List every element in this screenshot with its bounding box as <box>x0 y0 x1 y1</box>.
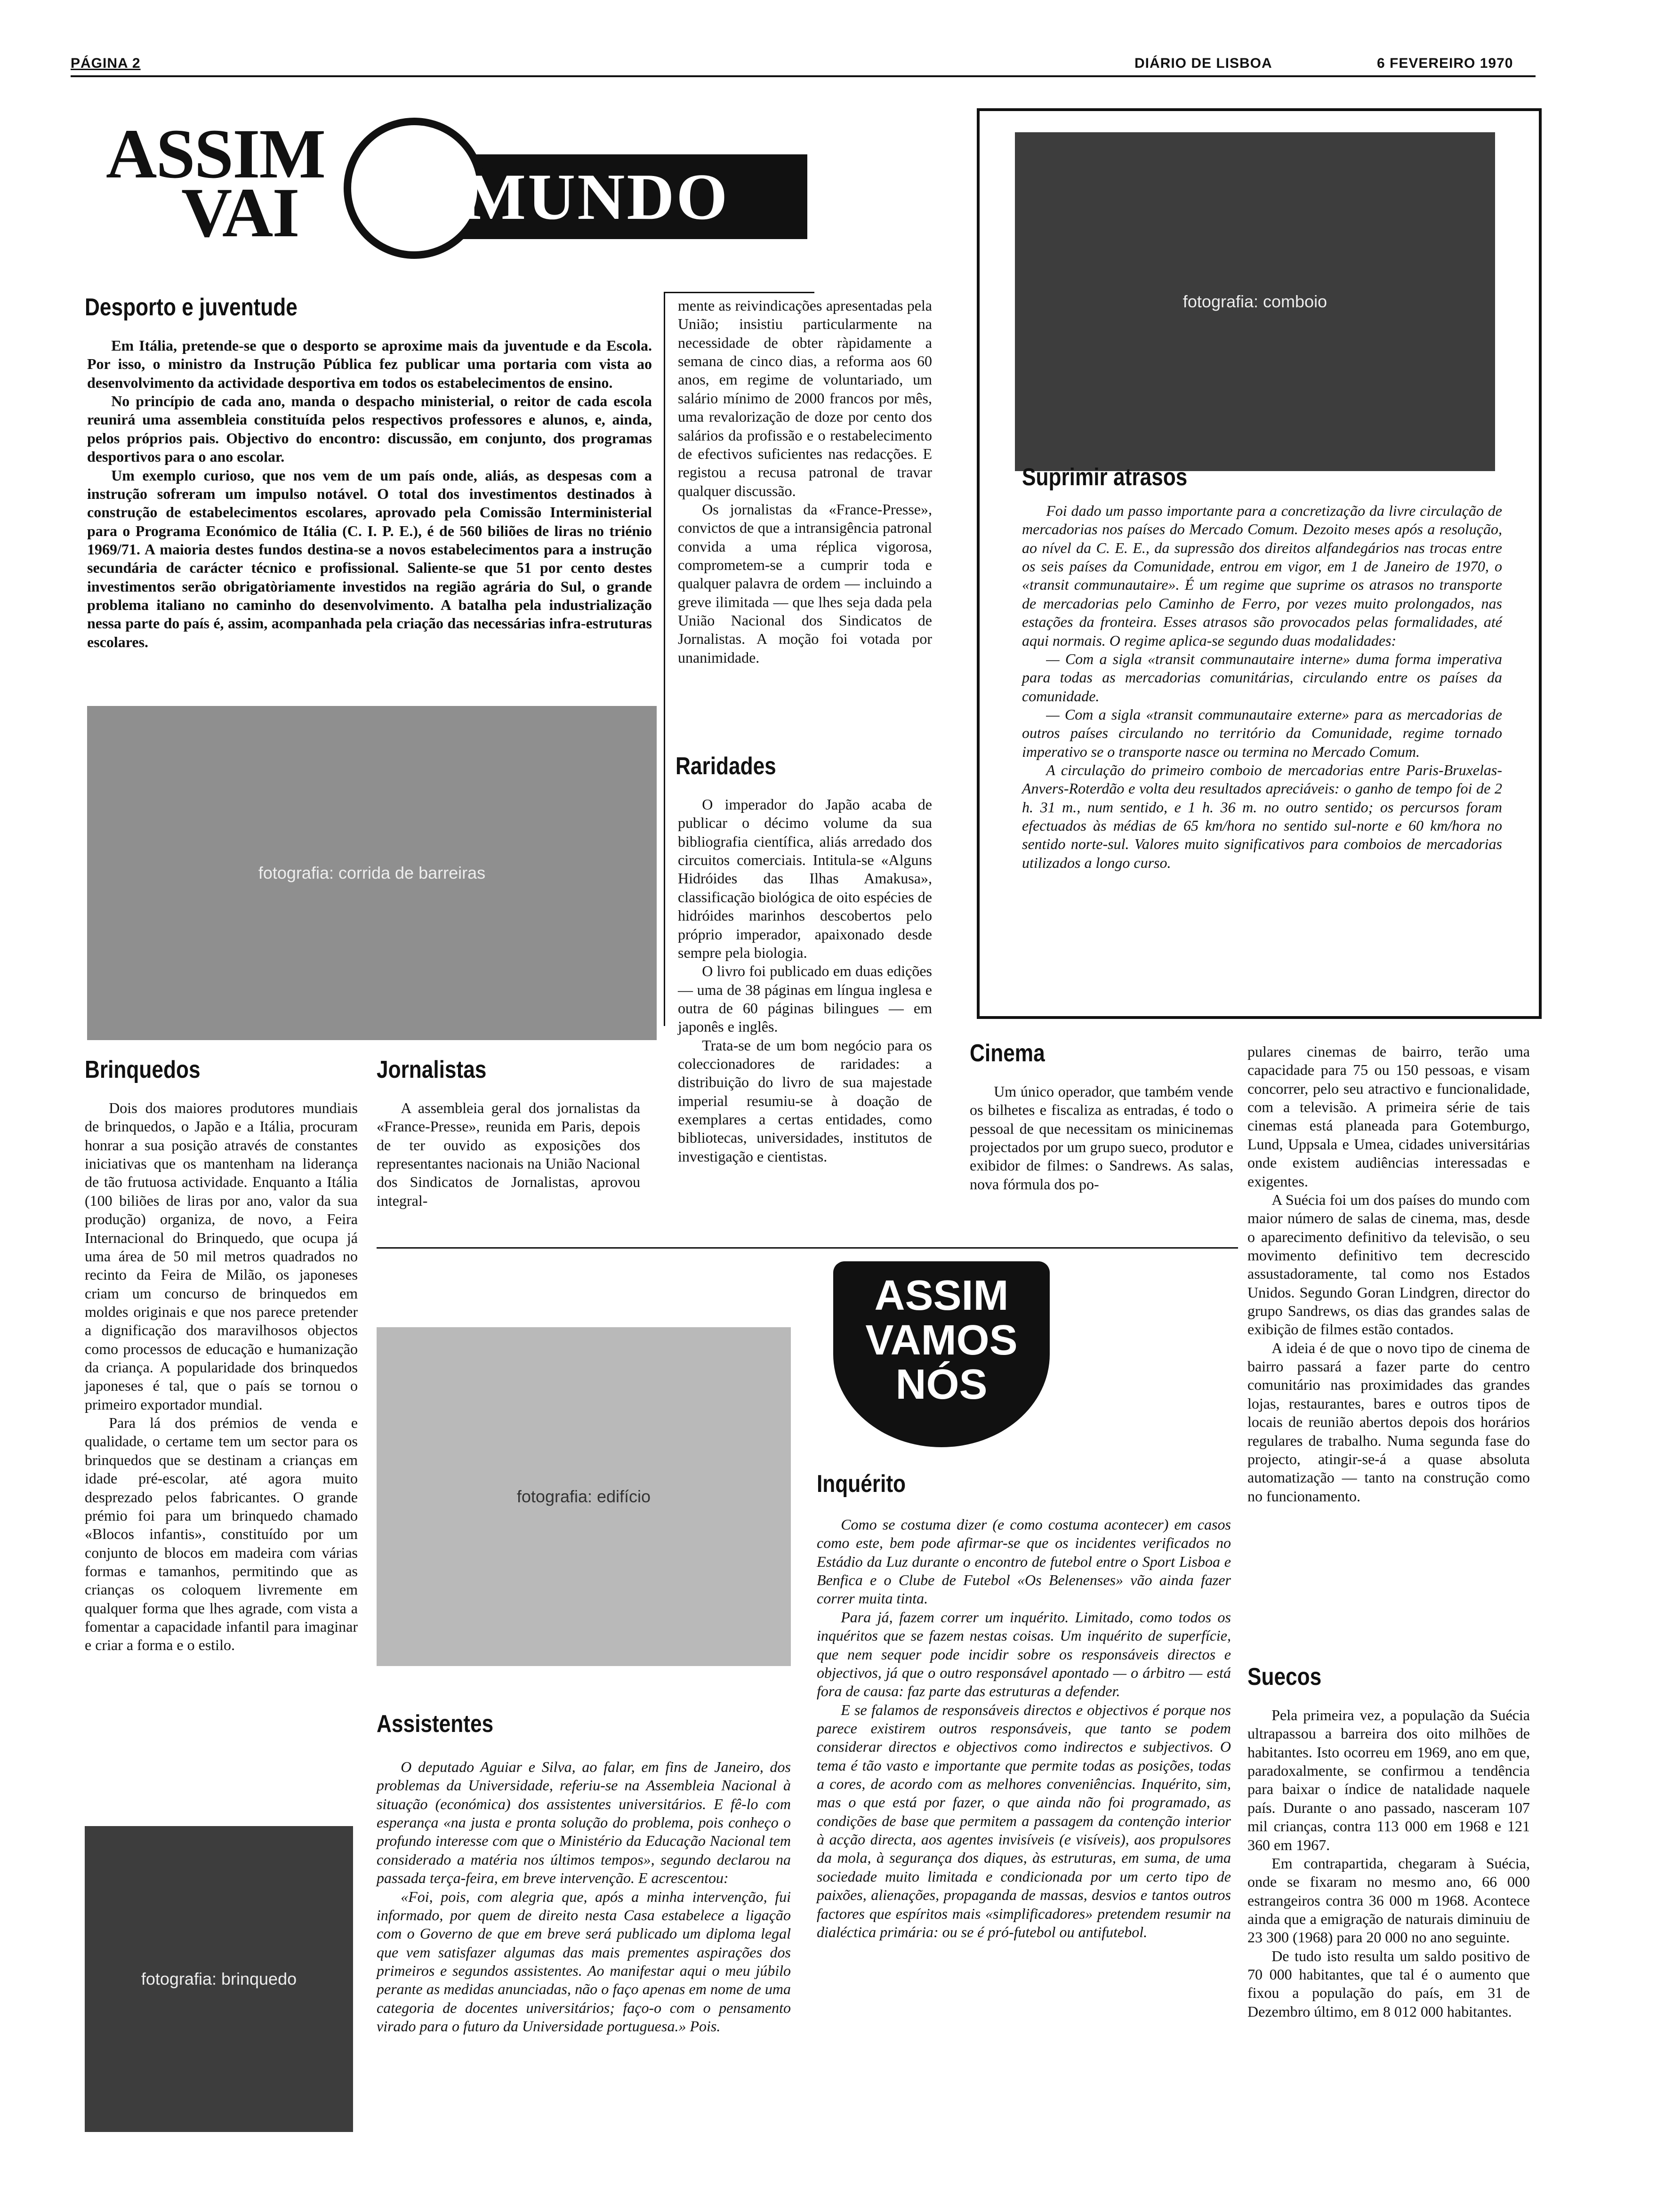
paragraph: «Foi, pois, com alegria que, após a minha intervenção, fui informado, por quem de direito nesta Casa estabelece a ligação com o Governo de que em breve será publicado um diploma legal que vem satisfazer algumas das mais prementes aspirações dos primeiros e segundos assistentes. Ao manifestar aqui o meu júbilo perante as medidas anunciadas, não o faço apenas em nome de uma categoria de docentes universitários; faço-o com o pensamento virado para o futuro da Universidade portuguesa.» Pois. <box>377 1888 791 2035</box>
article-suecos <box>1247 1706 1530 2021</box>
headline-raridades: Raridades <box>676 753 776 780</box>
paragraph: Um único operador, que também vende os bilhetes e fiscaliza as entradas, é todo o pessoal de que necessitam os minicinemas projectados por um grupo sueco, produtor e exibidor de filmes: o Sandrews. As salas, nova fórmula dos po- <box>970 1083 1233 1193</box>
paragraph: O imperador do Japão acaba de publicar o décimo volume da sua bibliografia científica, aliás arredado dos circuitos comerciais. Intitula-se «Alguns Hidróides das Ilhas Amakusa», classificação biológica de oito espécies de hidróides marinhos descobertos pelo próprio imperador, apaixonado desde sempre pela biologia. <box>678 796 932 961</box>
paragraph: A Suécia foi um dos países do mundo com maior número de salas de cinema, mas, desde o aparecimento definitivo da televisão, o seu movimento definitivo tem decrescido assustadoramente, tal como nos Estados Unidos. Segundo Goran Lindgren, director do grupo Sandrews, os dias das grandes salas de exibição de filmes estão contados. <box>1247 1191 1530 1338</box>
header-rule <box>71 75 1536 77</box>
paragraph: De tudo isto resulta um saldo positivo de 70 000 habitantes, que tal é o aumento que fixou a população do país, em 31 de Dezembro último, em 8 012 000 habitantes. <box>1247 1947 1530 2020</box>
badge-line: ASSIM <box>874 1272 1009 1319</box>
article-cinema-continued <box>1247 1042 1530 1506</box>
badge-line: VAMOS <box>865 1316 1018 1364</box>
article-cinema <box>970 1082 1233 1194</box>
article-raridades <box>678 795 932 1166</box>
headline-brinquedos: Brinquedos <box>85 1056 201 1083</box>
photo-hurdles-race: fotografia: corrida de barreiras <box>87 706 657 1040</box>
paragraph: E se falamos de responsáveis directos e objectivos é porque nos parece existirem outros responsáveis, que tanto se podem considerar directos e objectivos como indirectos e subjectivos. O tema é tão vasto e importante que permite todas as posições, todas a cores, de acordo com as melhores conveniências. Inquérito, sim, mas o que está por fazer, o que ainda não foi programado, as condições de base que permitem a passagem da contenção interior à acção directa, aos agentes invisíveis (e visíveis), aos propulsores da mola, à segurança dos diques, às estruturas, em suma, de uma sociedade muito limitada e condicionada por um certo tipo de paixões, alienações, propaganda de massas, desvios e tantos outros factores que espíritos mais «simplificadores» pretendem resumir na dialéctica primária: ou se é pró-futebol ou antifutebol. <box>817 1701 1231 1940</box>
section-rule <box>377 1247 1238 1249</box>
masthead <box>106 115 812 259</box>
headline-inquerito: Inquérito <box>817 1470 906 1498</box>
article-desporto <box>87 337 652 651</box>
paragraph: O livro foi publicado em duas edições — uma de 38 páginas em língua inglesa e outra de 60 páginas bilingues — em japonês e inglês. <box>678 962 932 1035</box>
article-inquerito <box>817 1515 1231 1941</box>
paragraph: Pela primeira vez, a população da Suécia ultrapassou a barreira dos oito milhões de habitantes. Isto ocorreu em 1969, ano em que, paradoxalmente, se confirmou a tendência para baixar o índice de natalidade naquele país. Durante o ano passado, nasceram 107 mil crianças, contra 113 000 em 1968 e 121 360 em 1967. <box>1247 1707 1530 1853</box>
column-rule <box>664 292 665 1026</box>
headline-desporto: Desporto e juventude <box>85 294 298 321</box>
article-jornalistas <box>377 1099 640 1210</box>
headline-suecos: Suecos <box>1247 1663 1322 1691</box>
paragraph: Foi dado um passo importante para a concretização da livre circulação de mercadorias nos países do Mercado Comum. Dezoito meses após a resolução, ao nível da C. E. E., da supressão dos direitos alfandegários nas trocas entre os seis países da Comunidade, entrou em vigor, em 1 de Janeiro de 1970, o «transit communautaire». É um regime que suprime os atrasos no transporte de mercadorias pelo Caminho de Ferro, por vezes muito prolongados, nas estações da fronteira. Esses atrasos são provocados pelas formalidades, até aqui normais. O regime aplica-se segundo duas modalidades: <box>1022 502 1502 649</box>
badge-line: NÓS <box>895 1361 988 1408</box>
paragraph: Um exemplo curioso, que nos vem de um país onde, aliás, as despesas com a instrução sofreram um impulso notável. O total dos investimentos destinados à construção de estabelecimentos escolares, aprovado pela Comissão Interministerial para o Programa Económico de Itália (C. I. P. E.), é de 560 biliões de liras no triénio 1969/71. A maioria destes fundos destina-se a novos estabelecimentos para a instrução secundária de carácter técnico e profissional. Saliente-se que 51 por cento destes investimentos serão obrigatòriamente investidos na região agrária do Sul, o grande problema italiano no caminho do desenvolvimento. A batalha pela industrialização nessa parte do país é, assim, acompanhada pela criação das necessárias infra-estruturas escolares. <box>87 466 652 650</box>
paragraph: — Com a sigla «transit communautaire externe» para as mercadorias de outros países circulando no território da Comunidade, regime tornado imperativo se o transporte nasce ou termina no Mercado Comum. <box>1022 705 1502 760</box>
paragraph: Para já, fazem correr um inquérito. Limitado, como todos os inquéritos que se fazem nestas coisas. Um inquérito de superfície, que nem sequer pode incidir sobre os responsáveis directos e objectivos, já que o outro responsável apontado — o árbitro — está fora de causa: faz parte das estruturas a defender. <box>817 1608 1231 1700</box>
paragraph: A assembleia geral dos jornalistas da «France-Presse», reunida em Paris, depois de ter ouvido as exposições dos representantes nacionais na União Nacional dos Sindicatos de Jornalistas, aprovou integral- <box>377 1099 640 1209</box>
masthead-word-mundo: MUNDO <box>464 160 730 233</box>
article-suprimir <box>1022 502 1502 872</box>
headline-suprimir: Suprimir atrasos <box>1022 464 1188 491</box>
paragraph: Trata-se de um bom negócio para os coleccionadores de raridades: a distribuição do livro de sua majestade imperial resumiu-se à doação de exemplares a certas entidades, como bibliotecas, universidades, institutos de investigação e cientistas. <box>678 1036 932 1165</box>
paragraph: A ideia é de que o novo tipo de cinema de bairro passará a fazer parte do centro comunitário nas proximidades das grandes lojas, restaurantes, bares e outros tipos de locais de reunião abertos depois dos horários regulares de trabalho. Numa segunda fase do projecto, atingir-se-á a quase absoluta automatização — tanto na construção como no funcionamento. <box>1247 1339 1530 1505</box>
paragraph: O deputado Aguiar e Silva, ao falar, em fins de Janeiro, dos problemas da Universidade, referiu-se na Assembleia Nacional à situação (económica) dos assistentes universitários. E fê-lo com esperança «na justa e pronta solução do problema, pois conheço o profundo interesse com que o Ministério da Educação Nacional tem considerado a matéria nos últimos tempos», segundo declarou na passada terça-feira, em breve intervenção. E acrescentou: <box>377 1758 791 1887</box>
paragraph: Os jornalistas da «France-Presse», convictos de que a intransigência patronal convida a uma réplica vigorosa, comprometem-se a cumprir toda e qualquer palavra de ordem — incluindo a greve ilimitada — que lhes seja dada pela União Nacional dos Sindicatos de Jornalistas. A moção foi votada por unanimidade. <box>678 500 932 666</box>
masthead-word-assim: ASSIM <box>106 115 325 193</box>
column-rule-top <box>664 292 814 293</box>
headline-jornalistas: Jornalistas <box>377 1056 487 1083</box>
issue-date: 6 FEVEREIRO 1970 <box>1377 56 1513 71</box>
paragraph: Como se costuma dizer (e como costuma acontecer) em casos como este, bem pode afirmar-se que os incidentes verificados no Estádio da Luz durante o encontro de futebol entre o Sport Lisboa e Benfica e o Clube de Futebol «Os Belenenses» vão ainda fazer correr muita tinta. <box>817 1516 1231 1607</box>
paragraph: Dois dos maiores produtores mundiais de brinquedos, o Japão e a Itália, procuram honrar a sua posição através de constantes iniciativas que os mantenham na liderança de tão frutuosa actividade. Enquanto a Itália (100 biliões de liras por ano, valor da sua produção) organiza, de novo, a Feira Internacional do Brinquedo, que ocupa já uma área de 50 mil metros quadrados no recinto da Feira de Milão, os japoneses criam um concurso de brinquedos em moldes originais e que nos parece pretender a dignificação dos maravilhosos objectos como processos de educação e humanização da criança. A popularidade dos brinquedos japoneses é tal, que o país se tornou o primeiro exportador mundial. <box>85 1099 358 1413</box>
paragraph: pulares cinemas de bairro, terão uma capacidade para 75 ou 150 pessoas, e visam concorrer, pelo seu atractivo e funcionalidade, com a televisão. A primeira série de tais cinemas está planeada para Gotemburgo, Lund, Uppsala e Umea, cidades universitárias onde existem audiências interessadas e exigentes. <box>1247 1043 1530 1190</box>
photo-train: fotografia: comboio <box>1015 132 1495 471</box>
headline-assistentes: Assistentes <box>377 1710 494 1738</box>
masthead-word-vai: VAI <box>181 174 299 252</box>
photo-toy: fotografia: brinquedo <box>85 1826 353 2132</box>
paragraph: — Com a sigla «transit communautaire interne» duma forma imperativa para todas as mercadorias comunitárias, circulando entre os países da comunidade. <box>1022 650 1502 705</box>
article-assistentes <box>377 1758 791 2036</box>
article-jornalistas-continued <box>678 297 932 667</box>
paragraph: No princípio de cada ano, manda o despacho ministerial, o reitor de cada escola reunirá uma assembleia constituída pelos respectivos professores e alunos, e, ainda, pelos próprios pais. Objectivo do encontro: discussão, em conjunto, dos programas desportivos para o ano escolar. <box>87 393 652 465</box>
headline-cinema: Cinema <box>970 1040 1045 1067</box>
badge-assim-vamos-nos <box>833 1261 1050 1447</box>
paragraph: mente as reivindicações apresentadas pela União; insistiu particularmente na necessidade de obter ràpidamente a semana de cinco dias, a reforma aos 60 anos, em regime de voluntariado, um salário mínimo de 2000 francos por mês, uma revalorização de doze por cento dos salários da profissão e o restabelecimento de efectivos suficientes nas redacções. E registou a recusa patronal de travar qualquer discussão. <box>678 297 932 499</box>
article-brinquedos <box>85 1099 358 1655</box>
paragraph: Para lá dos prémios de venda e qualidade, o certame tem um sector para os brinquedos que se destinam a crianças em idade pré-escolar, até agora muito desprezado pelos fabricantes. O grande prémio foi para um brinquedo chamado «Blocos infantis», constituído por um conjunto de blocos em madeira com várias formas e tamanhos, permitindo que as crianças os coloquem livremente em qualquer forma que lhes agrade, com vista a fomentar a capacidade infantil para imaginar e criar a forma e o estilo. <box>85 1414 358 1654</box>
photo-building: fotografia: edifício <box>377 1327 791 1666</box>
paragraph: Em contrapartida, chegaram à Suécia, onde se fixaram no mesmo ano, 66 000 estrangeiros contra 36 000 m 1968. Acontece ainda que a emigração de naturais diminuiu de 23 300 (1968) para 20 000 no ano seguinte. <box>1247 1854 1530 1946</box>
boxed-article-suprimir <box>977 108 1542 1019</box>
page-number: PÁGINA 2 <box>71 56 141 71</box>
paragraph: Em Itália, pretende-se que o desporto se aproxime mais da juventude e da Escola. Por isso, o ministro da Instrução Pública fez publicar uma portaria com vista ao desenvolvimento da actividade desportiva em todos os estabelecimentos de ensino. <box>87 337 652 391</box>
paragraph: A circulação do primeiro comboio de mercadorias entre Paris-Bruxelas-Anvers-Roterdão e volta deu resultados apreciáveis: o ganho de tempo foi de 2 h. 31 m., num sentido, e 1 h. 36 m. no outro sentido; os percursos foram efectuados às médias de 65 km/hora no sentido sul-norte e 60 km/hora no sentido norte-sul. Valores muito significativos para comboios de mercadorias utilizados a longo curso. <box>1022 761 1502 871</box>
publication-name: DIÁRIO DE LISBOA <box>1134 56 1272 71</box>
